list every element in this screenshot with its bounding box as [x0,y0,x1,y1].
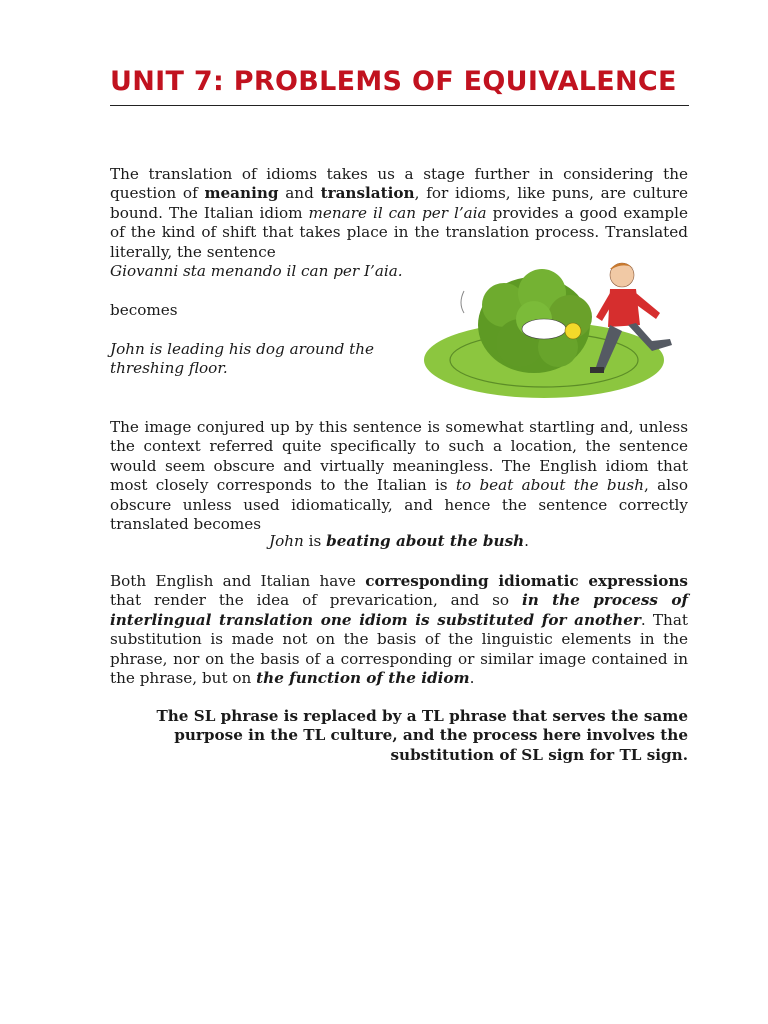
becomes-label: becomes [110,301,178,319]
speech-bubble-icon [522,319,566,339]
correct-translation [110,532,688,551]
conclusion-paragraph [110,707,688,765]
conclusion-text: The SL phrase is replaced by a TL phrase that serves the same purpose in the TL culture, and the process here involves the substitution of SL sign for TL sign. [156,707,688,764]
bold-phrase: corresponding idiomatic expressions [365,572,688,590]
bold-meaning: meaning [204,184,279,203]
bold-italic-phrase: in the process of interlingual translation one idiom is substituted for another [110,591,688,629]
text-run: that render the idea of prevarication, and so [110,591,522,610]
text-run: . [524,532,529,550]
text-run: , for idioms, like puns, are culture bound. The Italian idiom [110,184,688,222]
literal-line-2: threshing floor. [110,359,228,378]
text-run: is [303,532,327,550]
text-run: , also obscure unless used idiomatically, and hence the sentence correctly translated becomes [110,476,688,534]
text-run: The translation of idioms takes us a stage further in considering the question of [110,165,688,203]
literal-line-1: John is leading his dog around the [110,340,375,358]
title-underline [110,105,689,106]
text-run: and [278,184,321,203]
italian-sentence: Giovanni sta menando il can per I’aia. [110,262,403,280]
text-run: John [269,532,304,550]
text-run: The image conjured up by this sentence is somewhat startling and, unless the context referred quite specifically to such a location, the sentence would seem obscure and virtually meaningless. The English idiom that most closely corresponds to the Italian is [110,418,688,495]
bold-translation: translation [320,184,415,203]
italian-example [110,262,410,281]
beating-about-bush-illustration [424,255,686,405]
substitution-paragraph [110,572,688,688]
page-title: UNIT 7: PROBLEMS OF EQUIVALENCE [110,66,677,97]
becomes-label-wrap [110,301,410,320]
english-idiom: to beat about the bush [455,476,644,495]
text-run: . That substitution is made not on the basis of the linguistic elements in the phrase, nor on the basis of a corresponding or similar image contained in the phrase, but on [110,610,688,688]
motion-line-icon [461,291,464,313]
bold-idiom: beating about the bush [326,532,525,550]
bold-italic-phrase: the function of the idiom [256,669,470,688]
english-literal-example [110,340,410,379]
dog-face-icon [565,323,581,339]
intro-paragraph [110,165,688,262]
text-run: . [469,669,475,688]
text-run: Both English and Italian have [110,572,366,590]
italian-idiom: menare il can per l’aia [308,203,487,222]
text-run: provides a good example of the kind of shift that takes place in the translation process. Translated literally, the sentence [110,203,688,261]
explanation-paragraph [110,418,688,534]
